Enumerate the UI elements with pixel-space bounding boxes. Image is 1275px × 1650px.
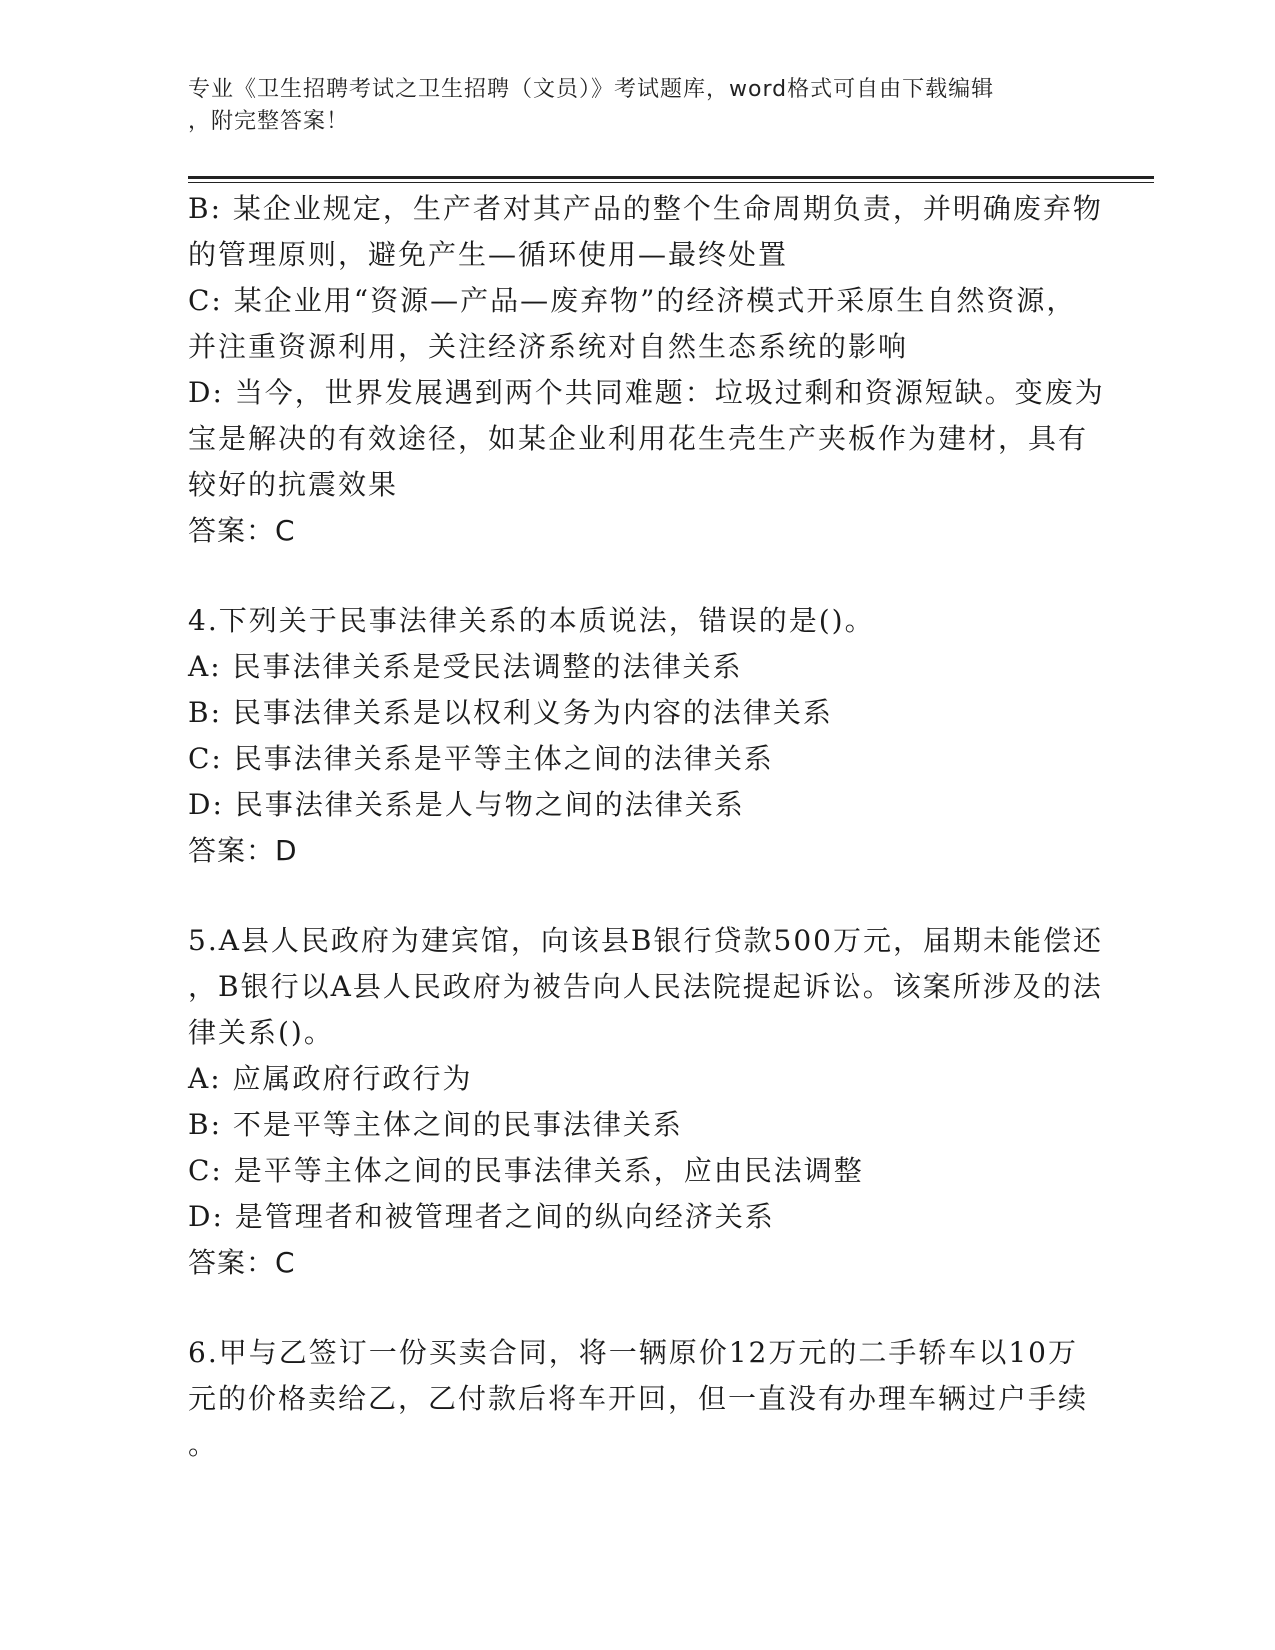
answer: 答案：C (188, 514, 296, 547)
option-b: B: 不是平等主体之间的民事法律关系 (188, 1108, 683, 1141)
option-c-cont: 并注重资源利用，关注经济系统对自然生态系统的影响 (188, 330, 909, 363)
question-stem: 6.甲与乙签订一份买卖合同，将一辆原价12万元的二手轿车以10万 (188, 1336, 1078, 1369)
question-list (188, 186, 1105, 1468)
option-d-cont: 较好的抗震效果 (188, 468, 399, 501)
option-b-cont: 的管理原则，避免产生—循环使用—最终处置 (188, 238, 789, 271)
header-rule-thin (188, 182, 1154, 183)
option-c: C: 是平等主体之间的民事法律关系，应由民法调整 (188, 1154, 864, 1187)
option-c: C: 民事法律关系是平等主体之间的法律关系 (188, 742, 774, 775)
option-d-cont: 宝是解决的有效途径，如某企业利用花生壳生产夹板作为建材，具有 (188, 422, 1089, 455)
answer: 答案：D (188, 834, 298, 867)
option-d: D: 民事法律关系是人与物之间的法律关系 (188, 788, 745, 821)
question-stem-cont: 元的价格卖给乙，乙付款后将车开回，但一直没有办理车辆过户手续 (188, 1382, 1089, 1415)
option-b: B: 民事法律关系是以权利义务为内容的法律关系 (188, 696, 833, 729)
question-stem: 5.A县人民政府为建宾馆，向该县B银行贷款500万元，届期未能偿还 (188, 924, 1103, 957)
question-5 (188, 918, 1103, 1286)
question-stem-cont: 律关系()。 (188, 1016, 334, 1049)
question-3-continuation (188, 186, 1105, 554)
answer: 答案：C (188, 1246, 296, 1279)
question-stem: 4.下列关于民事法律关系的本质说法，错误的是()。 (188, 604, 875, 637)
option-d: D: 当今，世界发展遇到两个共同难题：垃圾过剩和资源短缺。变废为 (188, 376, 1105, 409)
document-header (188, 74, 1088, 138)
option-b: B: 某企业规定，生产者对其产品的整个生命周期负责，并明确废弃物 (188, 192, 1103, 225)
option-d: D: 是管理者和被管理者之间的纵向经济关系 (188, 1200, 775, 1233)
question-stem-cont: 。 (188, 1428, 219, 1461)
question-stem-cont: ，B银行以A县人民政府为被告向人民法院提起诉讼。该案所涉及的法 (188, 970, 1103, 1003)
question-4 (188, 598, 1088, 874)
option-a: A: 民事法律关系是受民法调整的法律关系 (188, 650, 743, 683)
question-6 (188, 1330, 1088, 1468)
header-line-1: 专业《卫生招聘考试之卫生招聘（文员）》考试题库，word格式可自由下载编辑 (188, 77, 995, 102)
header-line-2: ，附完整答案！ (188, 109, 350, 134)
option-c: C: 某企业用“资源—产品—废弃物”的经济模式开采原生自然资源， (188, 284, 1077, 317)
header-rule-thick (188, 176, 1154, 179)
option-a: A: 应属政府行政行为 (188, 1062, 473, 1095)
